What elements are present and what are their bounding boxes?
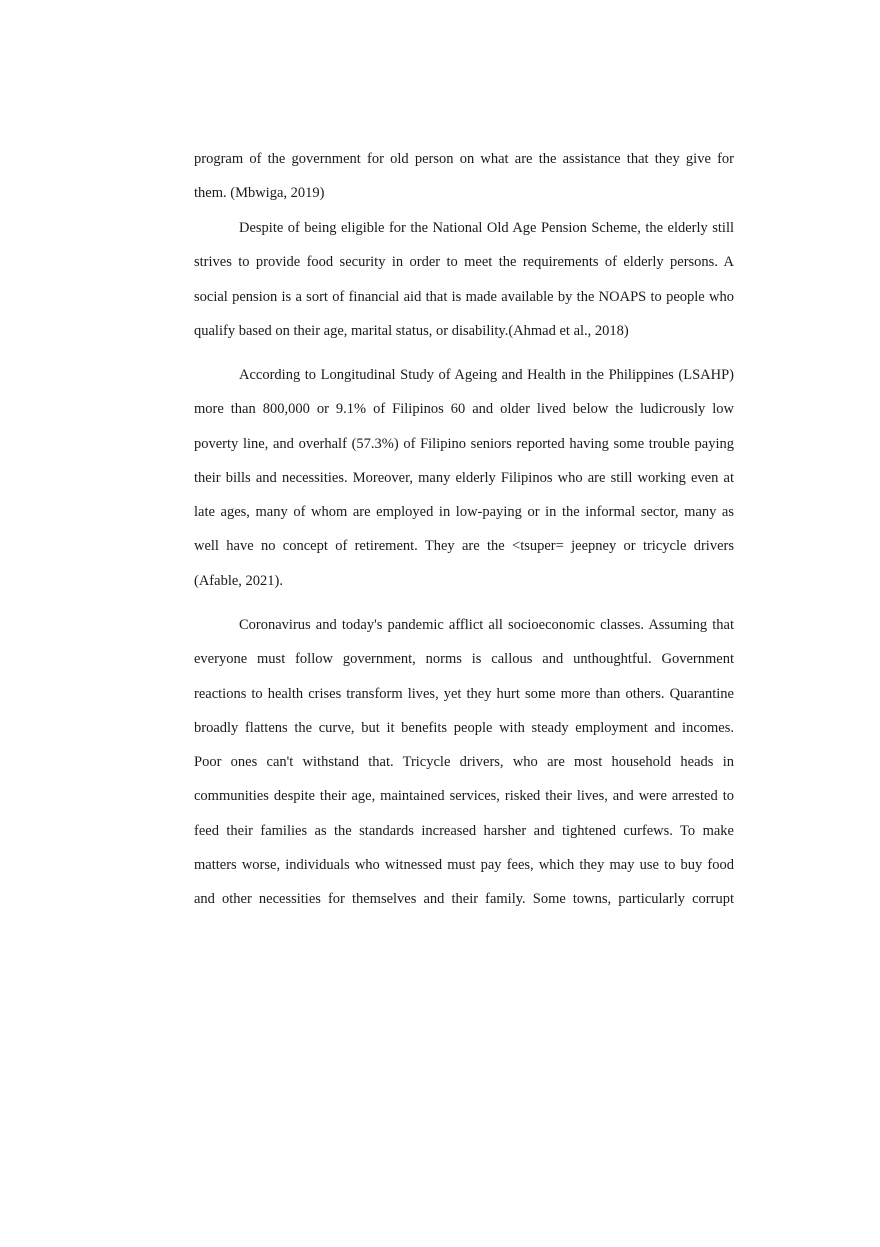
paragraph-4-line: reactions to health crises transform lives, yet they hurt some more than others. Quarantine [194,685,734,702]
paragraph-4-line: matters worse, individuals who witnessed must pay fees, which they may use to buy food [194,857,734,874]
paragraph-4-line: Coronavirus and today's pandemic afflict all socioeconomic classes. Assuming that [239,617,734,633]
paragraph-3-line: poverty line, and overhalf (57.3%) of Filipino seniors reported having some trouble paying [194,435,734,452]
paragraph-4-line: and other necessities for themselves and their family. Some towns, particularly corrupt [194,891,734,908]
paragraph-3-line: more than 800,000 or 9.1% of Filipinos 60 and older lived below the ludicrously low [194,401,734,418]
paragraph-4-line: everyone must follow government, norms is callous and unthoughtful. Government [194,651,734,668]
paragraph-3-line: According to Longitudinal Study of Ageing and Health in the Philippines (LSAHP) [239,367,734,383]
paragraph-2-line: social pension is a sort of financial aid that is made available by the NOAPS to people who [194,288,734,305]
paragraph-2-line: qualify based on their age, marital status, or disability.(Ahmad et al., 2018) [194,322,629,339]
paragraph-4-line: Poor ones can't withstand that. Tricycle drivers, who are most household heads in [194,754,734,771]
paragraph-3-line: late ages, many of whom are employed in low-paying or in the informal sector, many as [194,504,734,521]
paragraph-1-line: program of the government for old person on what are the assistance that they give for [194,151,734,167]
paragraph-4 [194,615,734,924]
paragraph-2-line: strives to provide food security in order to meet the requirements of elderly persons. A [194,254,734,271]
paragraph-2-line: Despite of being eligible for the National Old Age Pension Scheme, the elderly still [239,220,734,236]
paragraph-4-line: communities despite their age, maintained services, risked their lives, and were arrested to [194,788,734,805]
paragraph-2 [194,218,734,355]
paragraph-3-line: (Afable, 2021). [194,572,283,589]
paragraph-3-line: their bills and necessities. Moreover, many elderly Filipinos who are still working even at [194,469,734,486]
paragraph-4-line: broadly flattens the curve, but it benefits people with steady employment and incomes. [194,719,734,736]
paragraph-3 [194,365,734,605]
paragraph-4-line: feed their families as the standards increased harsher and tightened curfews. To make [194,822,734,839]
paragraph-1-line: them. (Mbwiga, 2019) [194,185,325,202]
paragraph-1 [194,149,734,218]
paragraph-3-line: well have no concept of retirement. They are the <tsuper= jeepney or tricycle drivers [194,538,734,555]
